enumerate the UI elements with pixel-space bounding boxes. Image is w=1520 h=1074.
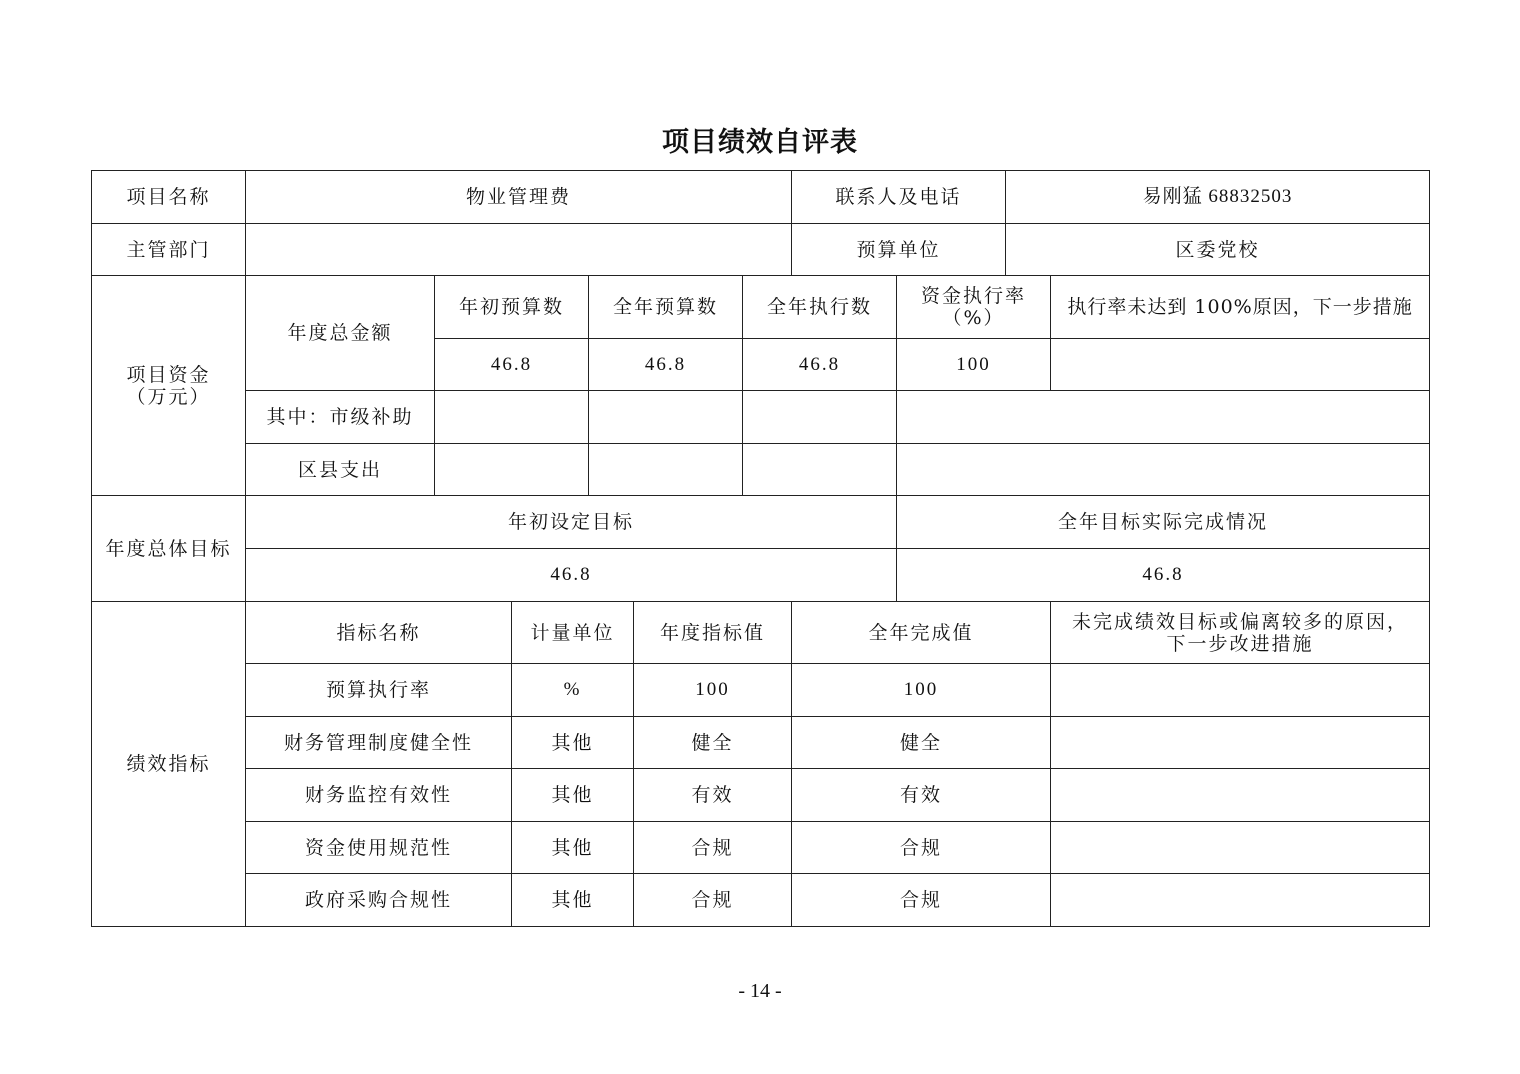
district-rest bbox=[897, 444, 1430, 496]
district-exec bbox=[743, 444, 897, 496]
city-subsidy-label: 其中：市级补助 bbox=[246, 391, 435, 444]
indicator-name-header: 指标名称 bbox=[246, 602, 512, 664]
reason-header: 执行率未达到 100%原因，下一步措施 bbox=[1051, 276, 1430, 339]
indicators-header-row bbox=[92, 602, 1430, 664]
budget-unit-label: 预算单位 bbox=[792, 224, 1006, 276]
district-row bbox=[92, 444, 1430, 496]
exec-rate-header bbox=[897, 276, 1051, 339]
indicator-target-header: 年度指标值 bbox=[634, 602, 792, 664]
district-initial bbox=[435, 444, 589, 496]
reason-value bbox=[1051, 339, 1430, 391]
indicator-row bbox=[92, 822, 1430, 874]
indicator-row bbox=[92, 874, 1430, 927]
district-annual bbox=[589, 444, 743, 496]
exec-rate-header-line1: 资金执行率 bbox=[921, 285, 1027, 307]
city-subsidy-row bbox=[92, 391, 1430, 444]
funds-header-row bbox=[92, 276, 1430, 339]
indicator-unit: 其他 bbox=[512, 717, 634, 769]
department-value bbox=[246, 224, 792, 276]
indicator-name: 财务管理制度健全性 bbox=[246, 717, 512, 769]
indicator-actual: 100 bbox=[792, 664, 1051, 717]
project-name-label: 项目名称 bbox=[92, 171, 246, 224]
contact-value: 易刚猛 68832503 bbox=[1006, 171, 1430, 224]
indicator-reason-header-line1: 未完成绩效目标或偏离较多的原因， bbox=[1072, 610, 1409, 633]
indicator-name: 资金使用规范性 bbox=[246, 822, 512, 874]
annual-goal-label: 年度总体目标 bbox=[92, 496, 246, 602]
page-number: - 14 - bbox=[738, 980, 782, 1002]
exec-rate-header-line2: （%） bbox=[942, 307, 1005, 329]
city-subsidy-annual bbox=[589, 391, 743, 444]
department-row bbox=[92, 224, 1430, 276]
city-subsidy-exec bbox=[743, 391, 897, 444]
self-evaluation-table bbox=[91, 170, 1430, 927]
indicator-name: 政府采购合规性 bbox=[246, 874, 512, 927]
annual-total-label: 年度总金额 bbox=[246, 276, 435, 391]
indicator-actual: 有效 bbox=[792, 769, 1051, 822]
indicator-unit: 其他 bbox=[512, 822, 634, 874]
department-label: 主管部门 bbox=[92, 224, 246, 276]
indicator-actual-header: 全年完成值 bbox=[792, 602, 1051, 664]
indicator-actual: 合规 bbox=[792, 822, 1051, 874]
initial-budget-value: 46.8 bbox=[435, 339, 589, 391]
indicator-actual: 健全 bbox=[792, 717, 1051, 769]
indicator-reason bbox=[1051, 874, 1430, 927]
actual-goal-value: 46.8 bbox=[897, 549, 1430, 602]
indicator-row bbox=[92, 717, 1430, 769]
indicator-reason bbox=[1051, 769, 1430, 822]
annual-exec-value: 46.8 bbox=[743, 339, 897, 391]
indicator-unit: % bbox=[512, 664, 634, 717]
contact-label: 联系人及电话 bbox=[792, 171, 1006, 224]
annual-exec-header: 全年执行数 bbox=[743, 276, 897, 339]
initial-budget-header: 年初预算数 bbox=[435, 276, 589, 339]
indicator-row bbox=[92, 769, 1430, 822]
indicator-actual: 合规 bbox=[792, 874, 1051, 927]
project-funds-label-line2: （万元） bbox=[126, 385, 211, 408]
goals-header-row bbox=[92, 496, 1430, 549]
indicator-unit: 其他 bbox=[512, 769, 634, 822]
indicator-reason-header-line2: 下一步改进措施 bbox=[1166, 632, 1314, 655]
indicator-name: 财务监控有效性 bbox=[246, 769, 512, 822]
indicator-unit: 其他 bbox=[512, 874, 634, 927]
project-funds-label-line1: 项目资金 bbox=[126, 363, 211, 386]
indicator-target: 有效 bbox=[634, 769, 792, 822]
initial-goal-value: 46.8 bbox=[246, 549, 897, 602]
exec-rate-value: 100 bbox=[897, 339, 1051, 391]
indicator-reason bbox=[1051, 664, 1430, 717]
city-subsidy-initial bbox=[435, 391, 589, 444]
project-name-value: 物业管理费 bbox=[246, 171, 792, 224]
indicator-target: 健全 bbox=[634, 717, 792, 769]
initial-goal-header: 年初设定目标 bbox=[246, 496, 897, 549]
page-title: 项目绩效自评表 bbox=[662, 127, 858, 158]
indicator-name: 预算执行率 bbox=[246, 664, 512, 717]
indicator-target: 合规 bbox=[634, 874, 792, 927]
indicator-target: 合规 bbox=[634, 822, 792, 874]
actual-goal-header: 全年目标实际完成情况 bbox=[897, 496, 1430, 549]
indicator-row bbox=[92, 664, 1430, 717]
goals-values-row bbox=[92, 549, 1430, 602]
project-name-row bbox=[92, 171, 1430, 224]
city-subsidy-rest bbox=[897, 391, 1430, 444]
indicator-reason-header bbox=[1051, 602, 1430, 664]
indicator-target: 100 bbox=[634, 664, 792, 717]
budget-unit-value: 区委党校 bbox=[1006, 224, 1430, 276]
district-label: 区县支出 bbox=[246, 444, 435, 496]
annual-budget-header: 全年预算数 bbox=[589, 276, 743, 339]
project-funds-label bbox=[92, 276, 246, 496]
indicator-unit-header: 计量单位 bbox=[512, 602, 634, 664]
performance-indicators-label: 绩效指标 bbox=[92, 602, 246, 927]
annual-budget-value: 46.8 bbox=[589, 339, 743, 391]
indicator-reason bbox=[1051, 717, 1430, 769]
indicator-reason bbox=[1051, 822, 1430, 874]
